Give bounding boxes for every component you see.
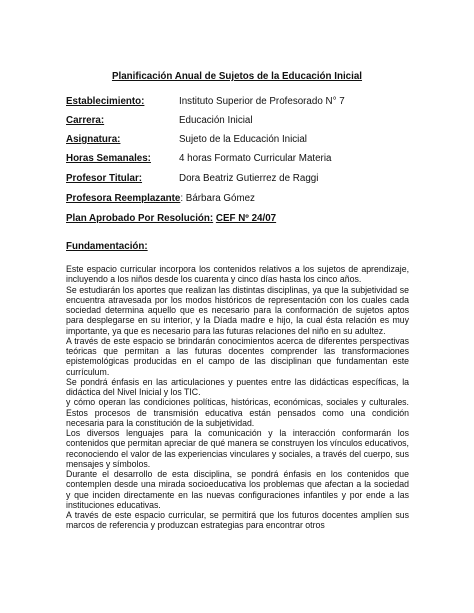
field-label: Profesora Reemplazante	[66, 193, 181, 204]
field-value: Sujeto de la Educación Inicial	[179, 134, 307, 145]
field-profesor-titular	[66, 173, 319, 184]
paragraph: y cómo operan las condiciones políticas, históricas, económicas, sociales y culturales. Estos procesos de transmisión educativa están pensados como una condición necesaria para la constitución de la subjetividad.	[66, 397, 409, 428]
field-value: 4 horas Formato Curricular Materia	[179, 153, 332, 164]
field-value: Dora Beatriz Gutierrez de Raggi	[179, 173, 319, 184]
section-heading: Fundamentación:	[66, 241, 148, 252]
field-profesora-reemplazante	[66, 193, 255, 204]
paragraph: Los diversos lenguajes para la comunicación y la interacción conformarán los contenidos que permitan apreciar de qué manera se construyen los vínculos educativos, reconociendo el valor de las experiencias vinculares y sociales, a través del cuerpo, sus mensajes y símbolos.	[66, 428, 409, 469]
paragraph: Durante el desarrollo de esta disciplina, se pondrá énfasis en los contenidos que contemplen desde una mirada socioeducativa los problemas que afectan a la sociedad y que inciden directamente en las nuevas configuraciones infantiles y por ende a las instituciones educativas.	[66, 469, 409, 510]
field-value: Educación Inicial	[179, 115, 253, 126]
field-label: Profesor Titular:	[66, 173, 143, 184]
field-establecimiento	[66, 96, 345, 107]
paragraph: Este espacio curricular incorpora los contenidos relativos a los sujetos de aprendizaje, incluyendo a los niños desde los cuarenta y cinco días hasta los cinco años.	[66, 264, 409, 285]
field-label: Establecimiento:	[66, 96, 145, 107]
field-value: Bárbara Gómez	[183, 193, 255, 204]
paragraph: A través de este espacio se brindarán conocimientos acerca de diferentes perspectivas teóricas que permitan a las futuras docentes comprender las transformaciones epistemológicas producidas en el campo de las disciplinan que fundamentan este currículum.	[66, 335, 409, 377]
field-asignatura	[66, 134, 307, 145]
field-value: CEF Nº 24/07	[215, 213, 277, 224]
field-separator: :	[180, 193, 184, 204]
field-label: Horas Semanales:	[66, 153, 151, 164]
paragraph: Se pondrá énfasis en las articulaciones y puentes entre las didácticas específicas, la didáctica del Nivel Inicial y los TIC.	[66, 376, 409, 397]
paragraph: A través de este espacio curricular, se permitirá que los futuros docentes amplíen sus marcos de referencia y produzcan estrategias para encontrar otros	[66, 510, 409, 531]
field-plan-aprobado	[66, 213, 276, 224]
document-title: Planificación Anual de Sujetos de la Educación Inicial	[111, 71, 363, 82]
field-carrera	[66, 115, 253, 126]
field-value: Instituto Superior de Profesorado N° 7	[179, 96, 345, 107]
field-label: Asignatura:	[66, 134, 121, 145]
fundamentacion-body	[66, 264, 409, 531]
paragraph: Se estudiarán los aportes que realizan las distintas disciplinas, ya que la subjetividad se encuentra atravesada por los modos históricos de representación con los cuales cada sociedad determina aquello que es necesario para la conformación de sujetos aptos para desplegarse en su interior, y la Díada madre e hijo, la cual ésta relación es muy importante, ya que es necesario para las futuras relaciones del niño en su adultez.	[66, 284, 409, 336]
field-horas-semanales	[66, 153, 332, 164]
field-label: Plan Aprobado Por Resolución:	[66, 213, 214, 224]
field-label: Carrera:	[66, 115, 105, 126]
